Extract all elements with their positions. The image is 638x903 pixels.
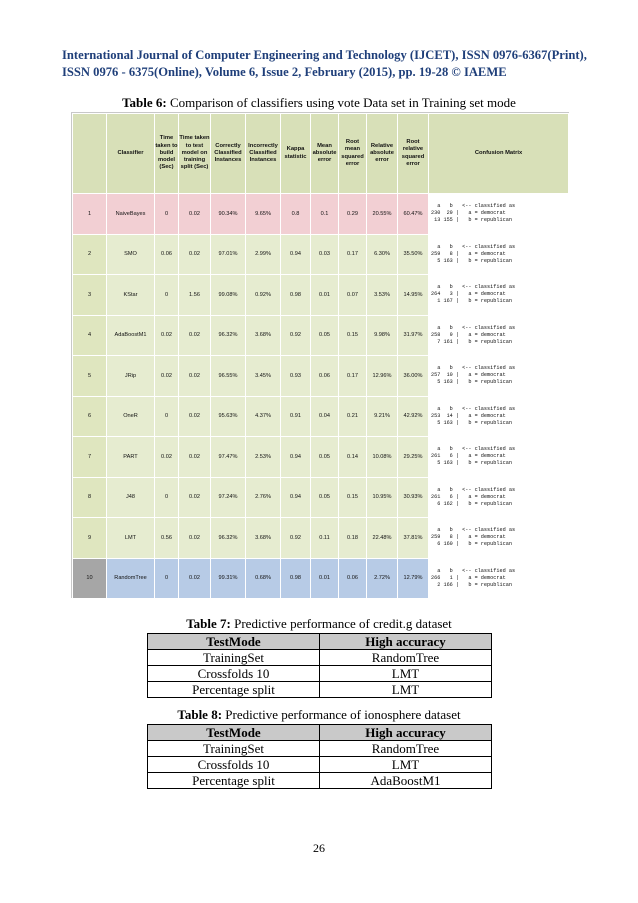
confusion-matrix-line: 5 163 | b = republican <box>431 460 512 467</box>
classifier-name: KStar <box>107 275 155 316</box>
confusion-matrix-line: 258 9 | a = democrat <box>431 331 506 338</box>
table-row <box>148 650 492 666</box>
metric-cell-rrse: 60.47% <box>398 194 429 235</box>
metric-cell-build: 0.06 <box>155 234 179 275</box>
metric-cell-rrse: 12.79% <box>398 558 429 599</box>
table7-cell: RandomTree <box>320 650 492 666</box>
metric-cell-test: 0.02 <box>179 437 211 478</box>
metric-cell-mae: 0.05 <box>311 477 339 518</box>
table6-caption <box>0 95 638 111</box>
table6-header-cell: Root mean squared error <box>339 114 367 194</box>
metric-cell-rae: 6.30% <box>367 234 398 275</box>
table7-cell: TrainingSet <box>148 650 320 666</box>
metric-cell-rae: 22.48% <box>367 518 398 559</box>
table-row <box>73 437 569 478</box>
metric-cell-correct: 97.47% <box>211 437 246 478</box>
metric-cell-kappa: 0.98 <box>281 275 311 316</box>
metric-cell-kappa: 0.94 <box>281 477 311 518</box>
metric-cell-mae: 0.03 <box>311 234 339 275</box>
metric-cell-rae: 20.55% <box>367 194 398 235</box>
metric-cell-rae: 3.53% <box>367 275 398 316</box>
row-number: 6 <box>73 396 107 437</box>
table7-cell: LMT <box>320 682 492 698</box>
metric-cell-test: 0.02 <box>179 234 211 275</box>
table7-header-testmode: TestMode <box>148 634 320 650</box>
metric-cell-test: 0.02 <box>179 558 211 599</box>
metric-cell-rmse: 0.06 <box>339 558 367 599</box>
table8-caption <box>0 707 638 723</box>
table6-header-cell: Confusion Matrix <box>429 114 569 194</box>
table-row <box>148 682 492 698</box>
metric-cell-incorrect: 2.76% <box>246 477 281 518</box>
table8-cell: RandomTree <box>320 741 492 757</box>
row-number: 1 <box>73 194 107 235</box>
metric-cell-correct: 99.31% <box>211 558 246 599</box>
metric-cell-mae: 0.11 <box>311 518 339 559</box>
metric-cell-build: 0 <box>155 275 179 316</box>
metric-cell-correct: 97.24% <box>211 477 246 518</box>
metric-cell-mae: 0.04 <box>311 396 339 437</box>
metric-cell-build: 0.56 <box>155 518 179 559</box>
confusion-matrix <box>429 194 569 235</box>
table7-cell: Crossfolds 10 <box>148 666 320 682</box>
row-number: 7 <box>73 437 107 478</box>
metric-cell-rrse: 14.95% <box>398 275 429 316</box>
metric-cell-incorrect: 9.65% <box>246 194 281 235</box>
metric-cell-rmse: 0.18 <box>339 518 367 559</box>
table6-figure <box>71 112 569 598</box>
table8-header-row <box>148 725 492 741</box>
metric-cell-rmse: 0.17 <box>339 234 367 275</box>
table6-header-row <box>73 114 569 194</box>
metric-cell-kappa: 0.98 <box>281 558 311 599</box>
metric-cell-rrse: 29.25% <box>398 437 429 478</box>
table6-header-cell: Incorrectly Classified Instances <box>246 114 281 194</box>
table6-header-cell: Kappa statistic <box>281 114 311 194</box>
metric-cell-mae: 0.05 <box>311 437 339 478</box>
page-number: 26 <box>313 841 325 855</box>
metric-cell-correct: 99.08% <box>211 275 246 316</box>
metric-cell-kappa: 0.94 <box>281 234 311 275</box>
row-number: 3 <box>73 275 107 316</box>
metric-cell-rrse: 37.81% <box>398 518 429 559</box>
table8-cell: LMT <box>320 757 492 773</box>
confusion-matrix-line: 6 162 | b = republican <box>431 500 512 507</box>
table6-header-cell: Time taken to build model (Sec) <box>155 114 179 194</box>
journal-header-line1: International Journal of Computer Engineering and Technology (IJCET), ISSN 0976-6367(Print), <box>62 48 587 62</box>
confusion-matrix-line: 264 3 | a = democrat <box>431 291 506 298</box>
metric-cell-mae: 0.1 <box>311 194 339 235</box>
confusion-matrix-line: a b <-- classified as <box>431 243 516 250</box>
classifier-name: OneR <box>107 396 155 437</box>
metric-cell-rae: 10.08% <box>367 437 398 478</box>
metric-cell-rmse: 0.07 <box>339 275 367 316</box>
metric-cell-test: 0.02 <box>179 315 211 356</box>
confusion-matrix-line: 1 167 | b = republican <box>431 298 512 305</box>
metric-cell-build: 0.02 <box>155 437 179 478</box>
confusion-matrix-line: 261 6 | a = democrat <box>431 493 506 500</box>
metric-cell-build: 0 <box>155 194 179 235</box>
metric-cell-correct: 95.63% <box>211 396 246 437</box>
table6-caption-label: Table 6: <box>122 95 167 110</box>
metric-cell-mae: 0.05 <box>311 315 339 356</box>
metric-cell-rae: 12.96% <box>367 356 398 397</box>
metric-cell-test: 0.02 <box>179 356 211 397</box>
table7-cell: LMT <box>320 666 492 682</box>
confusion-matrix <box>429 518 569 559</box>
confusion-matrix-line: a b <-- classified as <box>431 284 516 291</box>
table6-header-cell: Correctly Classified Instances <box>211 114 246 194</box>
classifier-name: RandomTree <box>107 558 155 599</box>
confusion-matrix-line: 5 163 | b = republican <box>431 379 512 386</box>
metric-cell-kappa: 0.8 <box>281 194 311 235</box>
confusion-matrix-line: 5 163 | b = republican <box>431 419 512 426</box>
metric-cell-incorrect: 2.99% <box>246 234 281 275</box>
metric-cell-incorrect: 0.92% <box>246 275 281 316</box>
confusion-matrix-line: 5 163 | b = republican <box>431 257 512 264</box>
table-row <box>73 477 569 518</box>
metric-cell-rmse: 0.15 <box>339 477 367 518</box>
table7-caption-text: Predictive performance of credit.g dataset <box>230 616 452 631</box>
confusion-matrix-line: a b <-- classified as <box>431 446 516 453</box>
metric-cell-test: 0.02 <box>179 477 211 518</box>
credit-g-table <box>147 633 492 698</box>
confusion-matrix-line: a b <-- classified as <box>431 405 516 412</box>
classifier-name: J48 <box>107 477 155 518</box>
table6-header-cell: Time taken to test model on training split (Sec) <box>179 114 211 194</box>
metric-cell-test: 1.56 <box>179 275 211 316</box>
metric-cell-incorrect: 4.37% <box>246 396 281 437</box>
table-row <box>73 194 569 235</box>
confusion-matrix <box>429 275 569 316</box>
table7-caption <box>0 616 638 632</box>
confusion-matrix <box>429 477 569 518</box>
row-number: 9 <box>73 518 107 559</box>
table6-header-cell: Classifier <box>107 114 155 194</box>
metric-cell-correct: 96.32% <box>211 518 246 559</box>
confusion-matrix-line: 266 1 | a = democrat <box>431 574 506 581</box>
metric-cell-mae: 0.06 <box>311 356 339 397</box>
row-number: 5 <box>73 356 107 397</box>
row-number: 4 <box>73 315 107 356</box>
table8-caption-label: Table 8: <box>177 707 223 722</box>
confusion-matrix-line: 259 8 | a = democrat <box>431 534 506 541</box>
table-row <box>73 275 569 316</box>
confusion-matrix-line: 2 166 | b = republican <box>431 581 512 588</box>
confusion-matrix-line: 257 10 | a = democrat <box>431 372 506 379</box>
confusion-matrix <box>429 558 569 599</box>
confusion-matrix-line: 6 160 | b = republican <box>431 541 512 548</box>
table7-header-row <box>148 634 492 650</box>
row-number: 2 <box>73 234 107 275</box>
confusion-matrix-line: 261 6 | a = democrat <box>431 453 506 460</box>
table-row <box>73 315 569 356</box>
confusion-matrix <box>429 396 569 437</box>
confusion-matrix <box>429 234 569 275</box>
table6-header-cell: Relative absolute error <box>367 114 398 194</box>
metric-cell-rrse: 36.00% <box>398 356 429 397</box>
metric-cell-test: 0.02 <box>179 396 211 437</box>
metric-cell-correct: 96.55% <box>211 356 246 397</box>
row-number: 10 <box>73 558 107 599</box>
table-row <box>73 396 569 437</box>
confusion-matrix-line: a b <-- classified as <box>431 365 516 372</box>
table-row <box>73 356 569 397</box>
metric-cell-kappa: 0.91 <box>281 396 311 437</box>
table7-caption-label: Table 7: <box>186 616 231 631</box>
metric-cell-kappa: 0.94 <box>281 437 311 478</box>
metric-cell-build: 0 <box>155 558 179 599</box>
metric-cell-build: 0.02 <box>155 356 179 397</box>
metric-cell-rrse: 42.92% <box>398 396 429 437</box>
confusion-matrix-line: 259 8 | a = democrat <box>431 250 506 257</box>
metric-cell-rrse: 35.50% <box>398 234 429 275</box>
metric-cell-rrse: 31.97% <box>398 315 429 356</box>
confusion-matrix-line: a b <-- classified as <box>431 567 516 574</box>
table-row <box>148 757 492 773</box>
table8-cell: AdaBoostM1 <box>320 773 492 789</box>
table7-cell: Percentage split <box>148 682 320 698</box>
table8-header-accuracy: High accuracy <box>320 725 492 741</box>
table7-header-accuracy: High accuracy <box>320 634 492 650</box>
metric-cell-rae: 9.98% <box>367 315 398 356</box>
confusion-matrix <box>429 437 569 478</box>
confusion-matrix-line: a b <-- classified as <box>431 486 516 493</box>
metric-cell-rmse: 0.17 <box>339 356 367 397</box>
table6-header-cell: Root relative squared error <box>398 114 429 194</box>
metric-cell-incorrect: 0.68% <box>246 558 281 599</box>
metric-cell-incorrect: 3.68% <box>246 315 281 356</box>
classifier-name: JRip <box>107 356 155 397</box>
table6-caption-text: Comparison of classifiers using vote Data set in Training set mode <box>166 95 516 110</box>
table-row <box>148 666 492 682</box>
journal-header <box>62 47 592 81</box>
table8-caption-text: Predictive performance of ionosphere dataset <box>222 707 461 722</box>
metric-cell-correct: 96.32% <box>211 315 246 356</box>
ionosphere-table <box>147 724 492 789</box>
table8-header-testmode: TestMode <box>148 725 320 741</box>
metric-cell-test: 0.02 <box>179 194 211 235</box>
table-row <box>148 741 492 757</box>
confusion-matrix <box>429 356 569 397</box>
metric-cell-mae: 0.01 <box>311 275 339 316</box>
journal-header-line2: ISSN 0976 - 6375(Online), Volume 6, Issue 2, February (2015), pp. 19-28 © IAEME <box>62 65 507 79</box>
metric-cell-rae: 9.21% <box>367 396 398 437</box>
table6-header-cell <box>73 114 107 194</box>
metric-cell-rrse: 30.93% <box>398 477 429 518</box>
confusion-matrix <box>429 315 569 356</box>
table-row <box>73 558 569 599</box>
metric-cell-incorrect: 2.53% <box>246 437 281 478</box>
metric-cell-rmse: 0.14 <box>339 437 367 478</box>
metric-cell-build: 0.02 <box>155 315 179 356</box>
confusion-matrix-line: 7 161 | b = republican <box>431 338 512 345</box>
confusion-matrix-line: a b <-- classified as <box>431 324 516 331</box>
metric-cell-build: 0 <box>155 477 179 518</box>
metric-cell-incorrect: 3.45% <box>246 356 281 397</box>
metric-cell-kappa: 0.93 <box>281 356 311 397</box>
metric-cell-rae: 10.95% <box>367 477 398 518</box>
metric-cell-correct: 90.34% <box>211 194 246 235</box>
classifier-name: PART <box>107 437 155 478</box>
metric-cell-rmse: 0.29 <box>339 194 367 235</box>
table8-cell: TrainingSet <box>148 741 320 757</box>
metric-cell-kappa: 0.92 <box>281 518 311 559</box>
classifier-name: LMT <box>107 518 155 559</box>
metric-cell-rae: 2.72% <box>367 558 398 599</box>
metric-cell-rmse: 0.21 <box>339 396 367 437</box>
table-row <box>148 773 492 789</box>
metric-cell-mae: 0.01 <box>311 558 339 599</box>
classifier-name: NaiveBayes <box>107 194 155 235</box>
metric-cell-correct: 97.01% <box>211 234 246 275</box>
confusion-matrix-line: 13 155 | b = republican <box>431 217 512 224</box>
classifier-comparison-table <box>72 113 569 599</box>
table-row <box>73 518 569 559</box>
metric-cell-incorrect: 3.68% <box>246 518 281 559</box>
metric-cell-rmse: 0.15 <box>339 315 367 356</box>
confusion-matrix-line: a b <-- classified as <box>431 527 516 534</box>
metric-cell-test: 0.02 <box>179 518 211 559</box>
table8-cell: Crossfolds 10 <box>148 757 320 773</box>
row-number: 8 <box>73 477 107 518</box>
classifier-name: AdaBoostM1 <box>107 315 155 356</box>
table6-header-cell: Mean absolute error <box>311 114 339 194</box>
table8-cell: Percentage split <box>148 773 320 789</box>
metric-cell-build: 0 <box>155 396 179 437</box>
confusion-matrix-line: 253 14 | a = democrat <box>431 412 506 419</box>
table-row <box>73 234 569 275</box>
metric-cell-kappa: 0.92 <box>281 315 311 356</box>
classifier-name: SMO <box>107 234 155 275</box>
confusion-matrix-line: 230 29 | a = democrat <box>431 210 506 217</box>
table6-body <box>73 194 569 599</box>
confusion-matrix-line: a b <-- classified as <box>431 203 516 210</box>
